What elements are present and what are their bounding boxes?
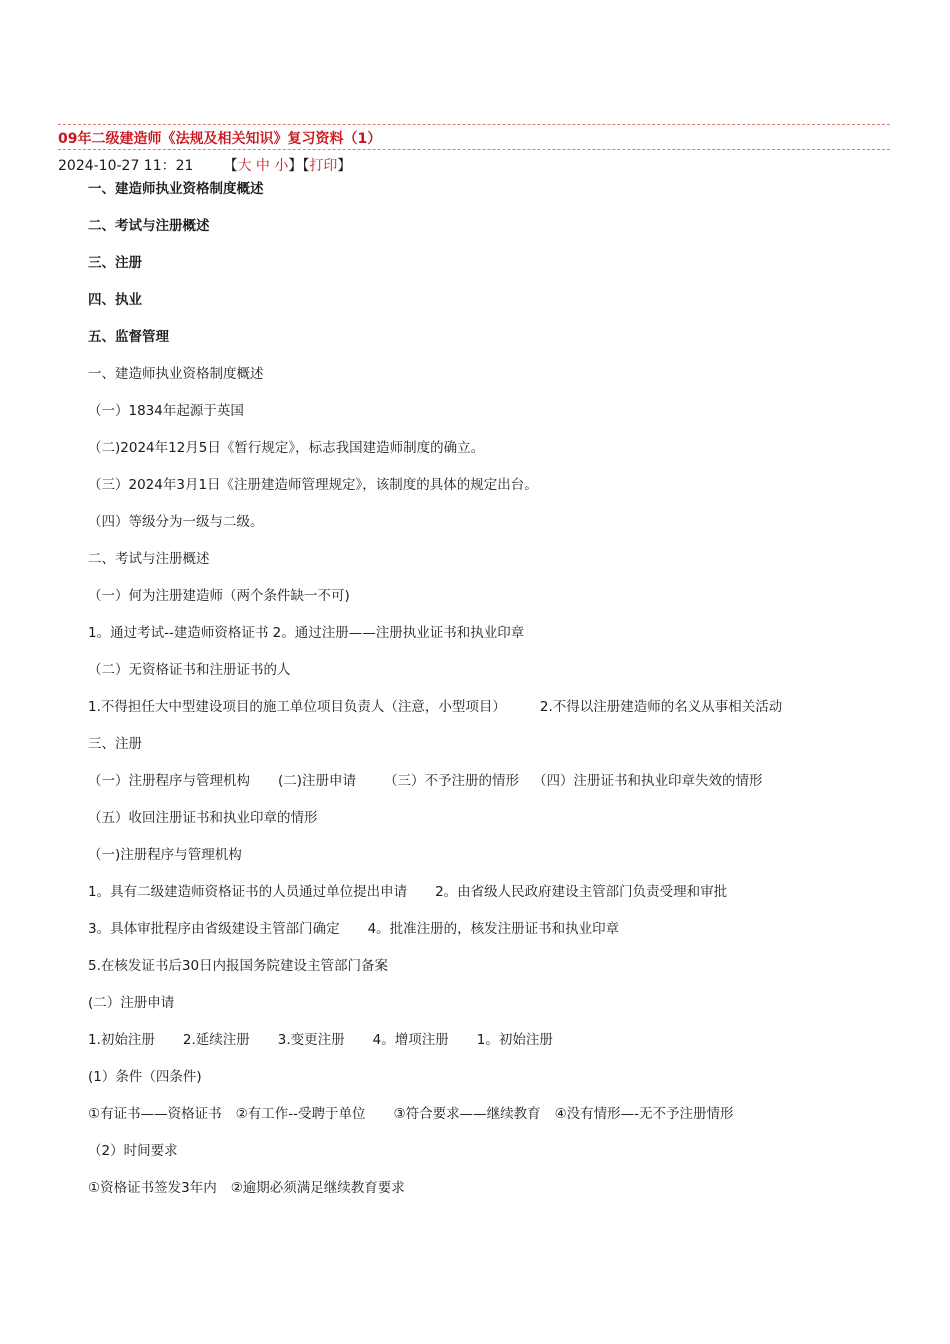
- paragraph: 1。通过考试--建造师资格证书 2。通过注册——注册执业证书和执业印章: [88, 625, 525, 641]
- article-meta: [58, 155, 351, 175]
- paragraph: （一）1834年起源于英国: [88, 403, 244, 419]
- paragraph: （2）时间要求: [88, 1143, 178, 1159]
- paragraph-part: 4。批准注册的，核发注册证书和执业印章: [367, 921, 620, 937]
- paragraph-part: 3。具体审批程序由省级建设主管部门确定: [88, 921, 340, 937]
- paragraph-part: （三）不予注册的情形: [384, 773, 520, 789]
- outline-item: 一、建造师执业资格制度概述: [88, 181, 264, 197]
- paragraph-row: [88, 698, 878, 735]
- publish-date: 2024-10-27 11：21: [58, 158, 194, 174]
- paragraph-part: 2.延续注册: [182, 1032, 250, 1048]
- paragraph-row: [88, 920, 878, 957]
- font-size-bracket-close: 】: [288, 158, 303, 174]
- outline-item: 四、执业: [88, 292, 142, 308]
- paragraph-row: [88, 883, 878, 920]
- paragraph: 5.在核发证书后30日内报国务院建设主管部门备案: [88, 958, 389, 974]
- paragraph: （五）收回注册证书和执业印章的情形: [88, 810, 318, 826]
- section-heading: 一、建造师执业资格制度概述: [88, 366, 264, 382]
- paragraph-part: 1。具有二级建造师资格证书的人员通过单位提出申请: [88, 884, 408, 900]
- paragraph-part: 1.不得担任大中型建设项目的施工单位项目负责人（注意，小型项目）: [88, 699, 506, 715]
- paragraph: （二)2024年12月5日《暂行规定》，标志我国建造师制度的确立。: [88, 440, 485, 456]
- paragraph: （一)注册程序与管理机构: [88, 847, 242, 863]
- paragraph-row: [88, 772, 878, 809]
- paragraph: （四）等级分为一级与二级。: [88, 514, 264, 530]
- paragraph-part: 2.不得以注册建造师的名义从事相关活动: [539, 699, 783, 715]
- print-bracket-open: 【: [302, 158, 310, 174]
- outline-item: 二、考试与注册概述: [88, 218, 210, 234]
- paragraph-part: 3.变更注册: [277, 1032, 345, 1048]
- paragraph-part: 1.初始注册: [88, 1032, 155, 1048]
- top-divider-lower: [58, 149, 890, 150]
- font-size-medium-link[interactable]: 中: [255, 158, 270, 174]
- paragraph-row: [88, 1105, 878, 1142]
- paragraph-part: 1。初始注册: [476, 1032, 553, 1048]
- paragraph-part: ①有证书——资格证书: [88, 1106, 222, 1122]
- paragraph-row: [88, 1031, 878, 1068]
- paragraph-part: （四）注册证书和执业印章失效的情形: [533, 773, 763, 789]
- paragraph: (1）条件（四条件): [88, 1069, 202, 1085]
- font-size-small-link[interactable]: 小: [274, 158, 289, 174]
- paragraph: （一）何为注册建造师（两个条件缺一不可): [88, 588, 350, 604]
- top-divider-upper: [58, 124, 890, 125]
- section-heading: 二、考试与注册概述: [88, 551, 210, 567]
- print-bracket-close: 】: [337, 158, 352, 174]
- paragraph-part: ②逾期必须满足继续教育要求: [230, 1180, 405, 1196]
- font-size-bracket-open: 【: [223, 158, 238, 174]
- paragraph-part: (二)注册申请: [278, 773, 357, 789]
- paragraph: (二）注册申请: [88, 995, 175, 1011]
- paragraph-part: 4。增项注册: [372, 1032, 449, 1048]
- paragraph-part: ④没有情形—-无不予注册情形: [554, 1106, 734, 1122]
- paragraph-part: ②有工作--受聘于单位: [235, 1106, 366, 1122]
- paragraph-part: ③符合要求——继续教育: [393, 1106, 541, 1122]
- section-heading: 三、注册: [88, 736, 142, 752]
- article-body: [88, 180, 878, 1216]
- paragraph-part: ①资格证书签发3年内: [88, 1180, 217, 1196]
- outline-item: 五、监督管理: [88, 329, 169, 345]
- outline-item: 三、注册: [88, 255, 142, 271]
- paragraph-part: 2。由省级人民政府建设主管部门负责受理和审批: [435, 884, 728, 900]
- paragraph-row: [88, 1179, 878, 1216]
- paragraph-part: （一）注册程序与管理机构: [88, 773, 250, 789]
- font-size-large-link[interactable]: 大: [237, 158, 252, 174]
- paragraph: （三）2024年3月1日《注册建造师管理规定》，该制度的具体的规定出台。: [88, 477, 538, 493]
- print-link[interactable]: 打印: [309, 158, 338, 174]
- paragraph: （二）无资格证书和注册证书的人: [88, 662, 291, 678]
- article-title: 09年二级建造师《法规及相关知识》复习资料（1）: [58, 131, 382, 147]
